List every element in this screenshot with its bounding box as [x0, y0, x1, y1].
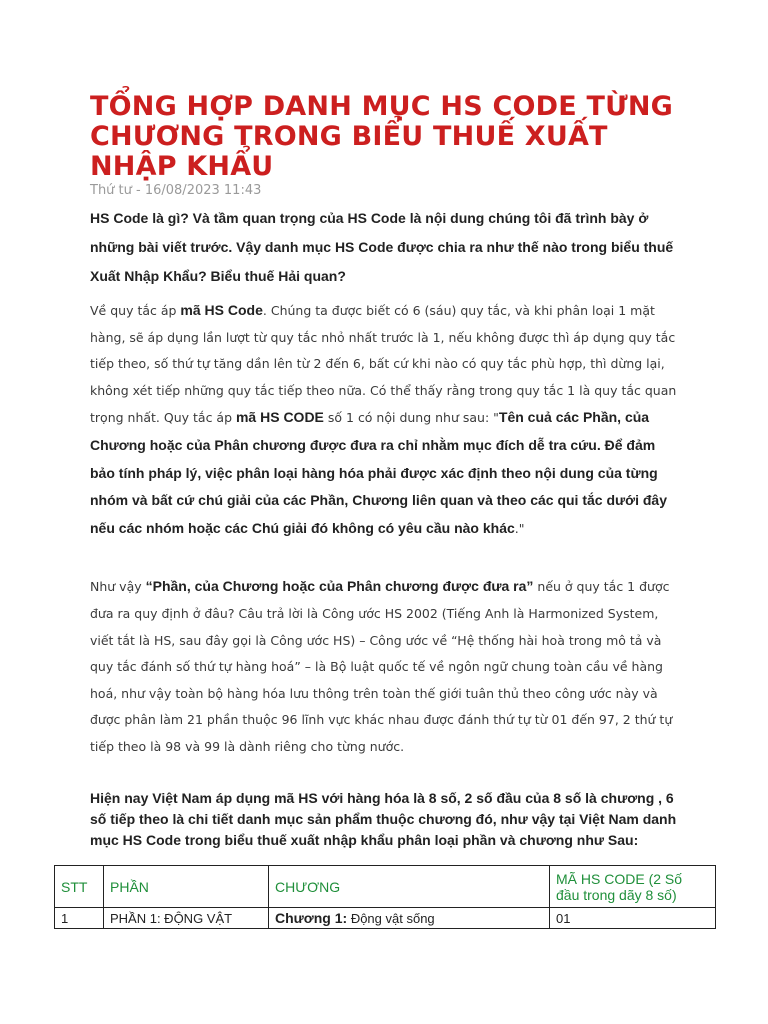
text: nếu ở quy tắc 1 được đưa ra quy định ở đâu? Câu trả lời là Công ước HS 2002 (Tiếng Anh là Harmonized System, viết tắt là HS, sau đây gọi là Công ước HS) – Công ước về “Hệ thống hài hoà trong mô tả và quy tắc đánh số thứ tự hàng hoá” – là Bộ luật quốc tế về ngôn ngữ chung toàn cầu về hàng hoá, như vậy toàn bộ hàng hóa lưu thông trên toàn thế giới tuân thủ theo công ước này và được phân làm 21 phần thuộc 96 lĩnh vực khác nhau được đánh thứ tự từ 01 đến 97, 2 thứ tự tiếp theo là 98 và 99 là dành riêng cho từng nước. [90, 579, 673, 754]
header-chuong: CHƯƠNG [269, 866, 550, 908]
cell-ma: 01 [550, 908, 716, 929]
quote: “Phần, của Chương hoặc của Phân chương được đưa ra” [145, 578, 534, 595]
header-stt: STT [55, 866, 104, 908]
paragraph-rules [90, 297, 680, 542]
header-ma-hs: MÃ HS CODE (2 Số đầu trong dãy 8 số) [550, 866, 716, 908]
paragraph-hs-convention [90, 573, 680, 760]
paragraph-vietnam-hs: Hiện nay Việt Nam áp dụng mã HS với hàng hóa là 8 số, 2 số đầu của 8 số là chương , 6 số tiếp theo là chi tiết danh mục sản phẩm thuộc chương đó, như vậy tại Việt Nam danh mục HS Code trong biểu thuế xuất nhập khẩu phân loại phần và chương như Sau: [90, 789, 677, 848]
text: Như vậy [90, 579, 146, 595]
article-lead: HS Code là gì? Và tầm quan trọng của HS Code là nội dung chúng tôi đã trình bày ở những bài viết trước. Vậy danh mục HS Code được chia ra như thế nào trong biểu thuế Xuất Nhập Khẩu? Biểu thuế Hải quan? [90, 210, 674, 284]
cell-chuong [269, 908, 550, 929]
article-title: TỔNG HỢP DANH MỤC HS CODE TỪNG CHƯƠNG TRONG BIỂU THUẾ XUẤT NHẬP KHẨU [90, 91, 674, 182]
table-header-row [55, 866, 716, 908]
chuong-label: Chương 1: [275, 910, 348, 926]
chuong-text: Động vật sống [347, 911, 435, 926]
article-date: Thứ tư - 16/08/2023 11:43 [90, 183, 262, 198]
keyword-hs-code-link[interactable]: mã HS CODE [235, 409, 324, 426]
text: . Chúng ta được biết có 6 (sáu) quy tắc, và khi phân loại 1 mặt hàng, sẽ áp dụng lần lượt từ quy tắc nhỏ nhất trước là 1, nếu không được thì áp dụng quy tắc tiếp theo, số thứ tự tăng dần lên từ 2 đến 6, bất cứ khi nào có quy tắc phù hợp, thì dừng lại, không xét tiếp những quy tắc tiếp theo nữa. Có thể thấy rằng trong quy tắc 1 là quy tắc quan trọng nhất. Quy tắc áp [90, 303, 677, 426]
text: số 1 có nội dung như sau: " [323, 410, 499, 426]
hs-code-table [54, 865, 716, 929]
cell-stt: 1 [55, 908, 104, 929]
header-phan: PHẦN [104, 866, 269, 908]
table-row [55, 908, 716, 929]
cell-phan-link[interactable]: PHẦN 1: ĐỘNG VẬT [104, 908, 269, 929]
text: Về quy tắc áp [90, 303, 181, 318]
rule-quote: Tên cuả các Phần, của Chương hoặc của Phân chương được đưa ra chỉ nhằm mục đích dễ tra cứu. Để đảm bảo tính pháp lý, việc phân loại hàng hóa phải được xác định theo nội dung của từng nhóm và bất cứ chú giải của các Phần, Chương liên quan và theo các qui tắc dưới đây nếu các nhóm hoặc các Chú giải đó không có yêu cầu nào khác [90, 409, 668, 536]
keyword-hs-code-link[interactable]: mã HS Code [180, 302, 263, 318]
text: ." [514, 520, 525, 536]
article [90, 92, 680, 851]
